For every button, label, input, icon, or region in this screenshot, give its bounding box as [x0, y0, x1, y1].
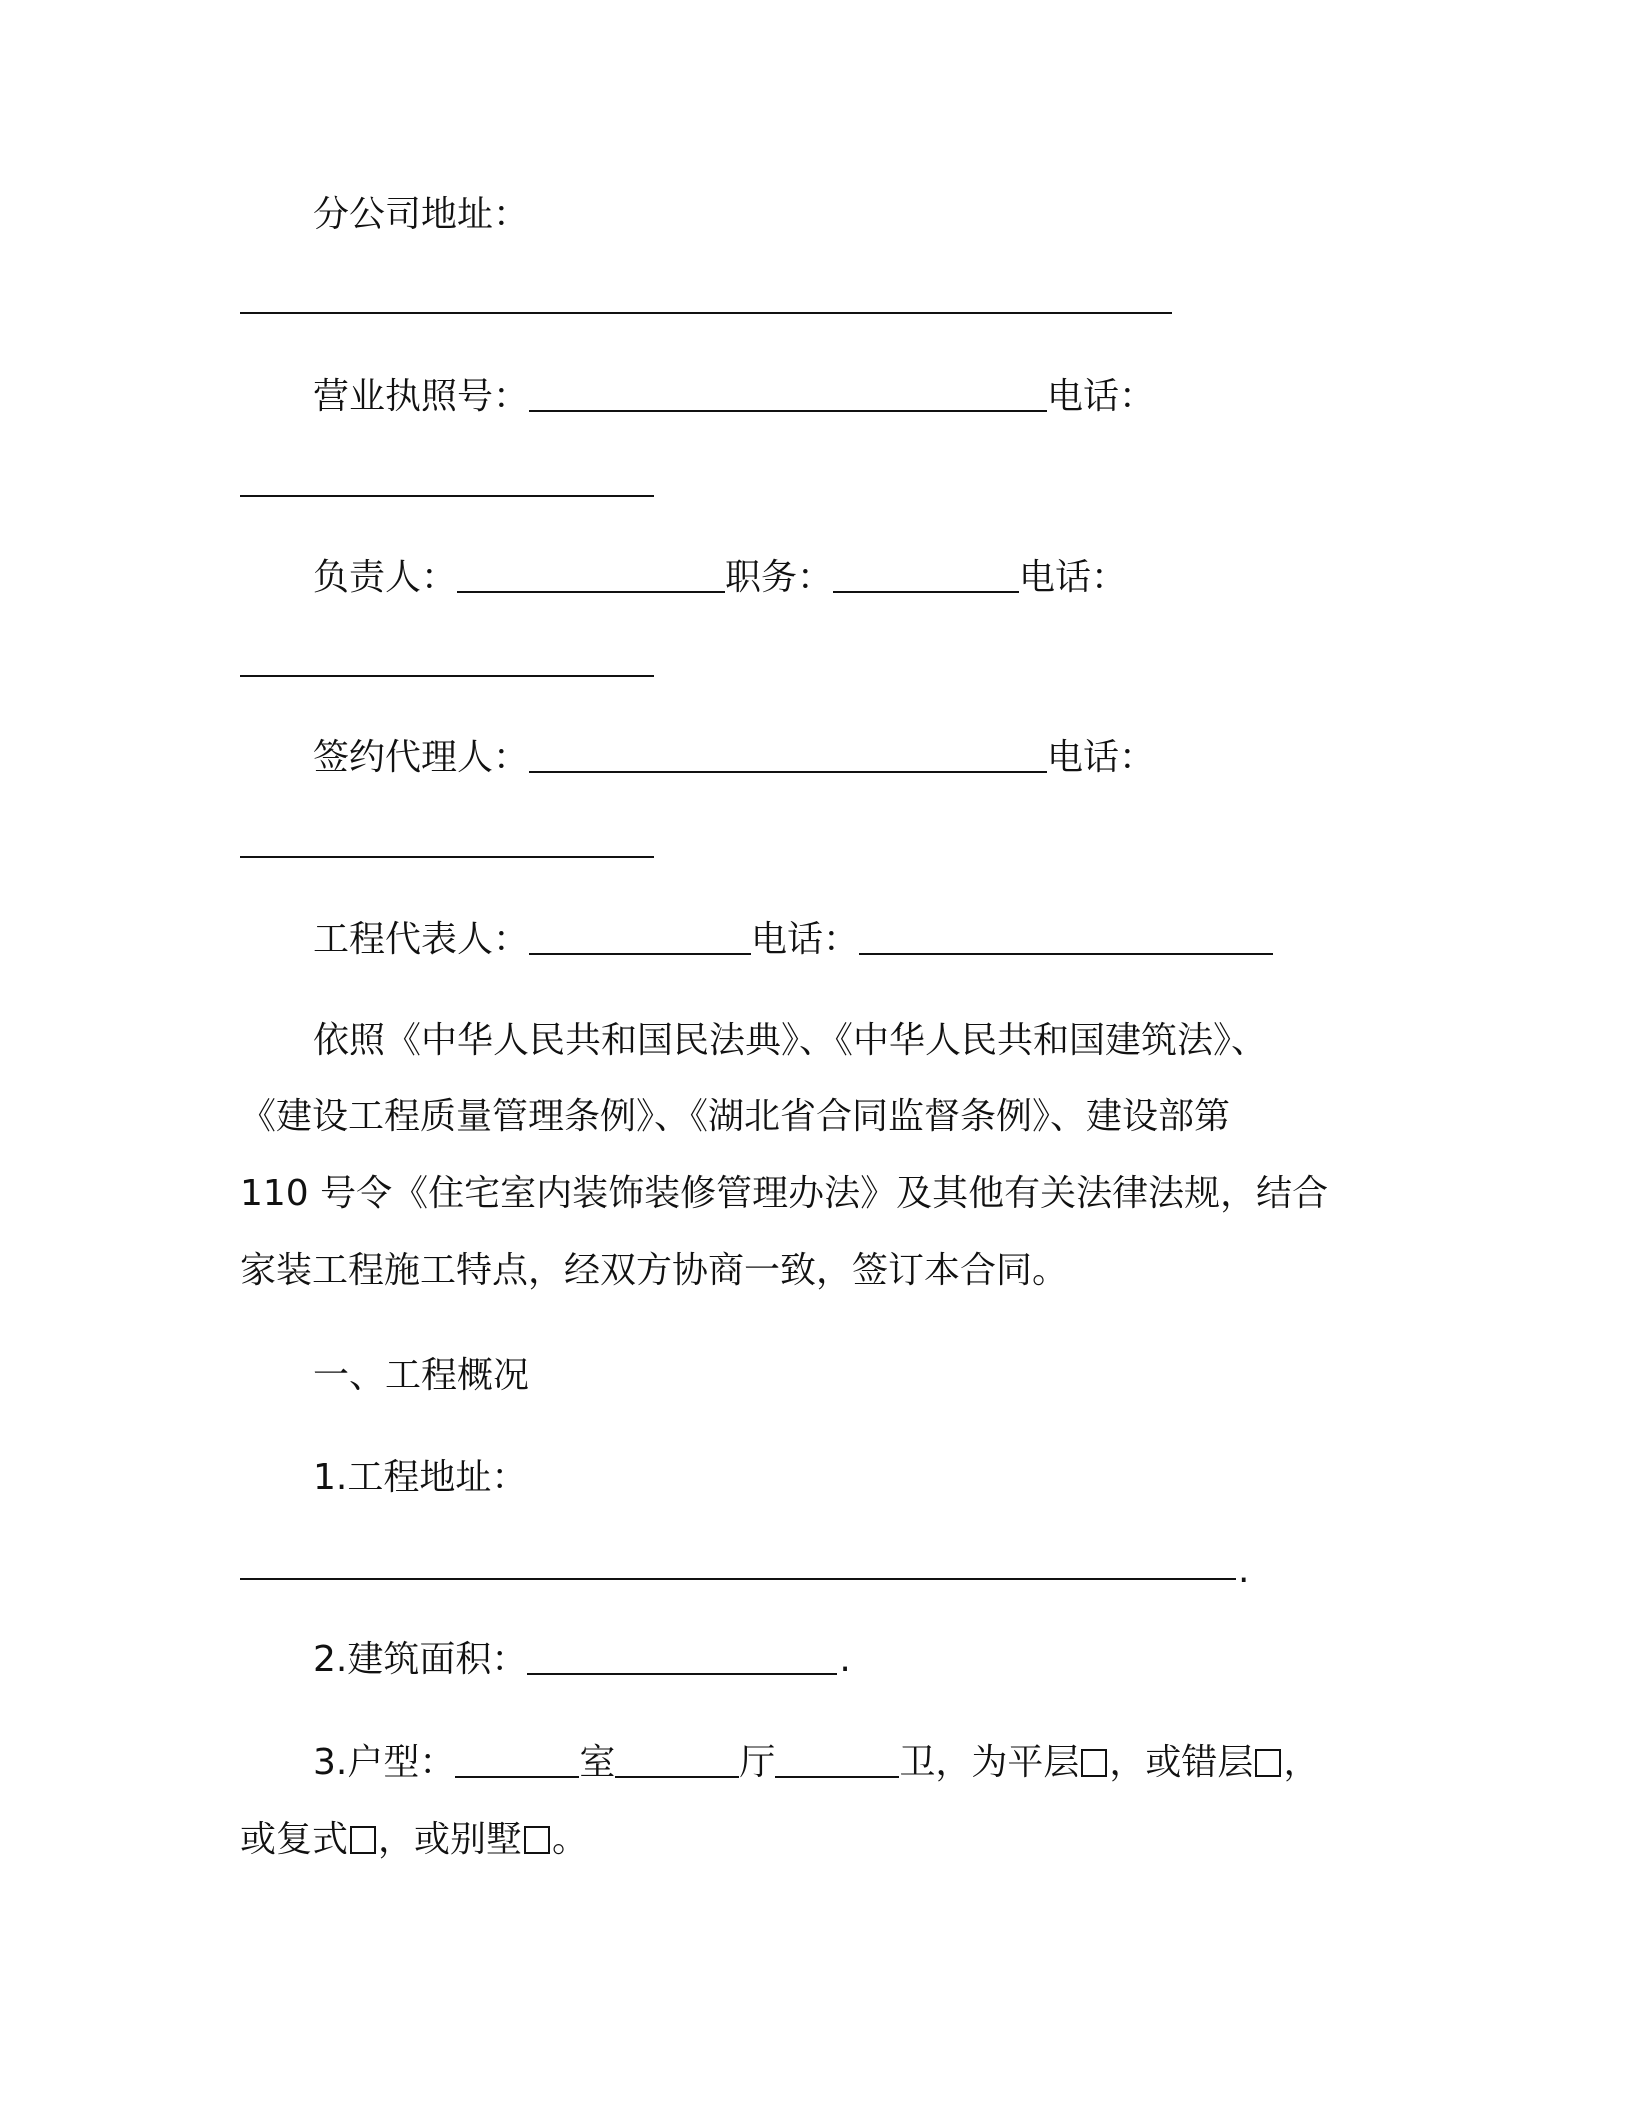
hall-unit: 厅 [739, 1742, 776, 1783]
split-option-label: ，或错层 [1109, 1742, 1254, 1783]
project-address-label: 1.工程地址： [313, 1457, 528, 1498]
rep-phone-label: 电话： [751, 919, 860, 960]
duplex-checkbox[interactable] [350, 1826, 376, 1854]
preamble-line-4: 家装工程施工特点，经双方协商一致，签订本合同。 [240, 1250, 1069, 1291]
flat-checkbox[interactable] [1081, 1749, 1107, 1777]
villa-option-label: ，或别墅 [378, 1819, 523, 1860]
signing-agent-label: 签约代理人： [313, 737, 530, 778]
project-address-blank[interactable] [240, 1578, 1236, 1580]
duplex-option-label: 或复式 [240, 1819, 349, 1860]
layout-label: 3.户型： [313, 1742, 456, 1783]
signing-agent-line [313, 736, 1155, 780]
room-unit: 室 [579, 1742, 616, 1783]
license-line [313, 375, 1155, 419]
split-checkbox[interactable] [1255, 1749, 1281, 1777]
floor-area-end: . [839, 1639, 851, 1680]
branch-address-label: 分公司地址： [313, 194, 530, 235]
project-address-line [313, 1456, 527, 1500]
person-in-charge-blank[interactable] [457, 561, 725, 593]
position-label: 职务： [725, 557, 834, 598]
position-blank[interactable] [833, 561, 1019, 593]
license-blank[interactable] [529, 380, 1047, 412]
rooms-blank[interactable] [455, 1746, 579, 1778]
branch-address-line [313, 193, 529, 237]
person-phone-blank[interactable] [240, 675, 654, 677]
floor-area-blank[interactable] [527, 1643, 837, 1675]
project-rep-blank[interactable] [529, 923, 751, 955]
agent-phone-label: 电话： [1047, 737, 1156, 778]
layout-line-2 [240, 1818, 588, 1862]
project-address-end: . [1238, 1550, 1250, 1591]
bath-unit: 卫 [899, 1742, 936, 1783]
villa-checkbox[interactable] [524, 1826, 550, 1854]
license-phone-blank[interactable] [240, 495, 654, 497]
license-phone-label: 电话： [1047, 376, 1156, 417]
baths-blank[interactable] [775, 1746, 899, 1778]
project-rep-label: 工程代表人： [313, 919, 530, 960]
floor-area-line [313, 1638, 851, 1682]
preamble-line-2: 《建设工程质量管理条例》、《湖北省合同监督条例》、建设部第 [240, 1096, 1231, 1137]
project-rep-line [313, 918, 1273, 962]
person-phone-label: 电话： [1019, 557, 1128, 598]
floor-area-label: 2.建筑面积： [313, 1639, 528, 1680]
layout-comma: ， [1283, 1742, 1320, 1783]
flat-option-label: ，为平层 [935, 1742, 1080, 1783]
section-heading: 一、工程概况 [313, 1355, 530, 1396]
preamble-line-3: 110 号令《住宅室内装饰装修管理办法》及其他有关法律法规，结合 [240, 1173, 1329, 1214]
signing-agent-blank[interactable] [529, 741, 1047, 773]
agent-phone-blank[interactable] [240, 856, 654, 858]
layout-period: 。 [552, 1819, 589, 1860]
license-label: 营业执照号： [313, 376, 530, 417]
halls-blank[interactable] [615, 1746, 739, 1778]
layout-line [313, 1741, 1319, 1785]
person-in-charge-label: 负责人： [313, 557, 458, 598]
rep-phone-blank[interactable] [859, 923, 1273, 955]
person-in-charge-line [313, 556, 1127, 600]
branch-address-blank[interactable] [240, 312, 1172, 314]
preamble-line-1: 依照《中华人民共和国民法典》、《中华人民共和国建筑法》、 [313, 1020, 1268, 1061]
